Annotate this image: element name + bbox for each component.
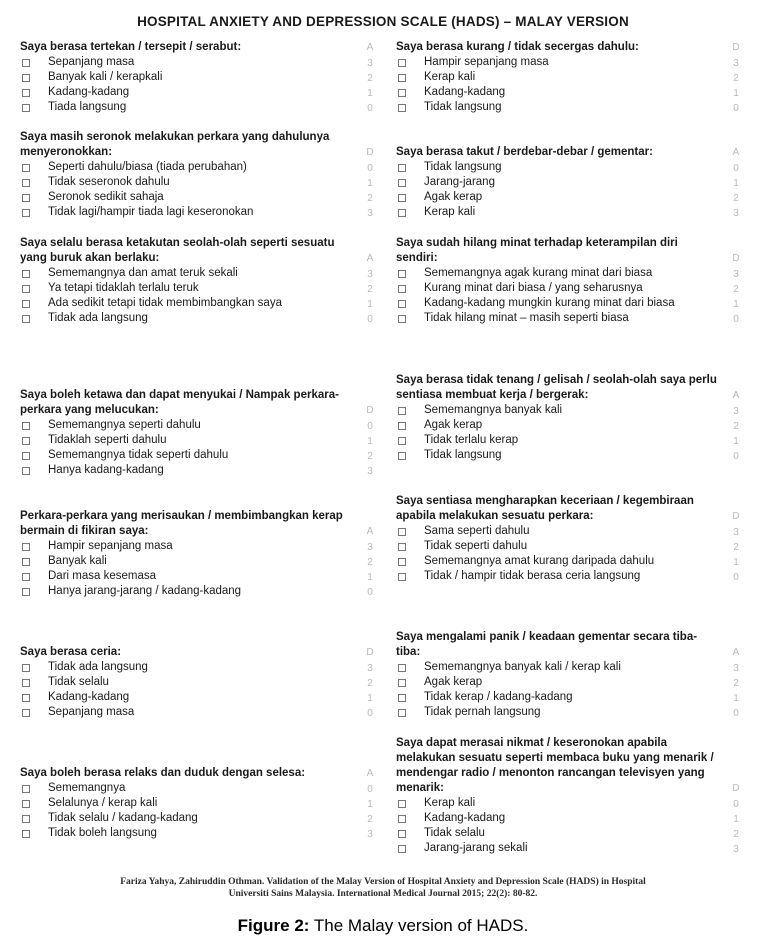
question-block <box>396 373 742 463</box>
checkbox-icon <box>22 785 30 793</box>
subscale-code: D <box>366 647 374 658</box>
checkbox-icon <box>22 164 30 172</box>
answer-option[interactable]: Hanya jarang-jarang / kadang-kadang 0 <box>20 584 376 599</box>
answer-option[interactable]: Kadang-kadang 1 <box>396 85 742 100</box>
answer-option[interactable]: Tidak langsung 0 <box>396 448 742 463</box>
subscale-code: A <box>732 647 740 658</box>
checkbox-icon <box>22 679 30 687</box>
question-text: Saya berasa tidak tenang / gelisah / seolah-olah saya perlu sentiasa membuat kerja / bergerak: A <box>396 373 742 403</box>
question-text: Saya boleh ketawa dan dapat menyukai / Nampak perkara-perkara yang melucukan: D <box>20 388 376 418</box>
subscale-code: D <box>732 42 740 53</box>
answer-option[interactable]: Sememangnya dan amat teruk sekali 3 <box>20 266 376 281</box>
answer-option[interactable]: Tidak boleh langsung 3 <box>20 826 376 841</box>
answer-option[interactable]: Kadang-kadang 1 <box>396 811 742 826</box>
answer-option[interactable]: Kerap kali 2 <box>396 70 742 85</box>
checkbox-icon <box>22 209 30 217</box>
checkbox-icon <box>22 300 30 308</box>
answer-option[interactable]: Banyak kali 2 <box>20 554 376 569</box>
checkbox-icon <box>398 315 406 323</box>
checkbox-icon <box>398 59 406 67</box>
subscale-code: D <box>732 253 740 264</box>
checkbox-icon <box>398 845 406 853</box>
answer-option[interactable]: Tidak selalu 2 <box>20 675 376 690</box>
answer-option[interactable]: Tidak ada langsung 3 <box>20 660 376 675</box>
answer-option[interactable]: Tidaklah seperti dahulu 1 <box>20 433 376 448</box>
answer-option[interactable]: Tidak kerap / kadang-kadang 1 <box>396 690 742 705</box>
checkbox-icon <box>398 694 406 702</box>
answer-option[interactable]: Kadang-kadang mungkin kurang minat dari biasa 1 <box>396 296 742 311</box>
answer-option[interactable]: Seronok sedikit sahaja 2 <box>20 190 376 205</box>
answer-option[interactable]: Tidak selalu 2 <box>396 826 742 841</box>
answer-option[interactable]: Tidak / hampir tidak berasa ceria langsung 0 <box>396 569 742 584</box>
question-text: Saya sudah hilang minat terhadap keterampilan diri sendiri: D <box>396 236 742 266</box>
subscale-code: A <box>366 768 374 779</box>
subscale-code: D <box>732 783 740 794</box>
answer-option[interactable]: Sememangnya agak kurang minat dari biasa 3 <box>396 266 742 281</box>
question-block <box>20 645 376 720</box>
subscale-code: D <box>732 511 740 522</box>
subscale-code: A <box>366 42 374 53</box>
answer-option[interactable]: Sememangnya banyak kali / kerap kali 3 <box>396 660 742 675</box>
answer-option[interactable]: Sepanjang masa 3 <box>20 55 376 70</box>
question-block <box>20 236 376 326</box>
question-text: Saya selalu berasa ketakutan seolah-olah seperti sesuatu yang buruk akan berlaku: A <box>20 236 376 266</box>
checkbox-icon <box>398 830 406 838</box>
checkbox-icon <box>22 588 30 596</box>
answer-option[interactable]: Tidak lagi/hampir tiada lagi keseronokan 3 <box>20 205 376 220</box>
answer-option[interactable]: Tidak ada langsung 0 <box>20 311 376 326</box>
checkbox-icon <box>398 437 406 445</box>
checkbox-icon <box>22 664 30 672</box>
checkbox-icon <box>22 270 30 278</box>
citation-reference <box>30 876 736 900</box>
checkbox-icon <box>22 179 30 187</box>
answer-option[interactable]: Kerap kali 3 <box>396 205 742 220</box>
question-block <box>396 236 742 326</box>
checkbox-icon <box>398 679 406 687</box>
answer-option[interactable]: Seperti dahulu/biasa (tiada perubahan) 0 <box>20 160 376 175</box>
subscale-code: A <box>366 526 374 537</box>
answer-option[interactable]: Tidak langsung 0 <box>396 160 742 175</box>
checkbox-icon <box>398 164 406 172</box>
answer-option[interactable]: Sememangnya banyak kali 3 <box>396 403 742 418</box>
answer-option[interactable]: Tidak pernah langsung 0 <box>396 705 742 720</box>
answer-option[interactable]: Jarang-jarang 1 <box>396 175 742 190</box>
checkbox-icon <box>398 407 406 415</box>
checkbox-icon <box>398 800 406 808</box>
answer-option[interactable]: Sememangnya 0 <box>20 781 376 796</box>
answer-option[interactable]: Agak kerap 2 <box>396 675 742 690</box>
caption-label: Figure 2: <box>237 916 310 935</box>
checkbox-icon <box>22 558 30 566</box>
checkbox-icon <box>22 467 30 475</box>
question-block <box>20 766 376 841</box>
checkbox-icon <box>398 558 406 566</box>
question-block <box>20 130 376 220</box>
checkbox-icon <box>22 437 30 445</box>
question-block <box>396 736 742 856</box>
checkbox-icon <box>22 59 30 67</box>
figure-caption <box>0 916 766 936</box>
subscale-code: A <box>732 390 740 401</box>
answer-option[interactable]: Sama seperti dahulu 3 <box>396 524 742 539</box>
answer-option[interactable]: Sememangnya seperti dahulu 0 <box>20 418 376 433</box>
question-block <box>396 40 742 115</box>
answer-option[interactable]: Tidak seseronok dahulu 1 <box>20 175 376 190</box>
question-text: Perkara-perkara yang merisaukan / membimbangkan kerap bermain di fikiran saya: A <box>20 509 376 539</box>
answer-option[interactable]: Ya tetapi tidaklah terlalu teruk 2 <box>20 281 376 296</box>
checkbox-icon <box>22 800 30 808</box>
question-block <box>20 509 376 599</box>
subscale-code: D <box>366 405 374 416</box>
checkbox-icon <box>398 285 406 293</box>
question-block <box>20 40 376 115</box>
subscale-code: A <box>366 253 374 264</box>
answer-option[interactable]: Ada sedikit tetapi tidak membimbangkan saya 1 <box>20 296 376 311</box>
answer-option[interactable]: Tidak terlalu kerap 1 <box>396 433 742 448</box>
question-text: Saya mengalami panik / keadaan gementar secara tiba-tiba: A <box>396 630 742 660</box>
checkbox-icon <box>398 528 406 536</box>
answer-option[interactable]: Tidak selalu / kadang-kadang 2 <box>20 811 376 826</box>
citation-line: Universiti Sains Malaysia. International Medical Journal 2015; 22(2): 80-82. <box>228 889 538 899</box>
subscale-code: D <box>366 147 374 158</box>
checkbox-icon <box>398 815 406 823</box>
question-text: Saya berasa kurang / tidak secergas dahulu: D <box>396 40 742 55</box>
checkbox-icon <box>22 104 30 112</box>
answer-option[interactable]: Tiada langsung 0 <box>20 100 376 115</box>
answer-option[interactable]: Selalunya / kerap kali 1 <box>20 796 376 811</box>
checkbox-icon <box>398 709 406 717</box>
checkbox-icon <box>398 422 406 430</box>
checkbox-icon <box>22 285 30 293</box>
question-text: Saya dapat merasai nikmat / keseronokan apabila melakukan sesuatu seperti membaca buku yang menarik / mendengar radio / menonton rancangan televisyen yang menarik: D <box>396 736 742 796</box>
subscale-code: A <box>732 147 740 158</box>
checkbox-icon <box>398 664 406 672</box>
answer-option[interactable]: Tidak langsung 0 <box>396 100 742 115</box>
answer-option[interactable]: Tidak hilang minat – masih seperti biasa 0 <box>396 311 742 326</box>
checkbox-icon <box>398 573 406 581</box>
answer-option[interactable]: Banyak kali / kerapkali 2 <box>20 70 376 85</box>
question-text: Saya berasa ceria: D <box>20 645 376 660</box>
checkbox-icon <box>22 573 30 581</box>
answer-option[interactable]: Sememangnya tidak seperti dahulu 2 <box>20 448 376 463</box>
checkbox-icon <box>398 104 406 112</box>
answer-option[interactable]: Sememangnya amat kurang daripada dahulu 1 <box>396 554 742 569</box>
checkbox-icon <box>398 74 406 82</box>
answer-option[interactable]: Dari masa kesemasa 1 <box>20 569 376 584</box>
checkbox-icon <box>398 194 406 202</box>
question-text: Saya berasa tertekan / tersepit / serabut: A <box>20 40 376 55</box>
document-title: HOSPITAL ANXIETY AND DEPRESSION SCALE (HADS) – MALAY VERSION <box>137 14 629 29</box>
checkbox-icon <box>22 709 30 717</box>
answer-option[interactable]: Sepanjang masa 0 <box>20 705 376 720</box>
question-text: Saya boleh berasa relaks dan duduk dengan selesa: A <box>20 766 376 781</box>
checkbox-icon <box>398 300 406 308</box>
question-block <box>396 630 742 720</box>
answer-option[interactable]: Tidak seperti dahulu 2 <box>396 539 742 554</box>
question-text: Saya masih seronok melakukan perkara yang dahulunya menyeronokkan: D <box>20 130 376 160</box>
citation-line: Fariza Yahya, Zahiruddin Othman. Validation of the Malay Version of Hospital Anxiety and Depression Scale (HADS) in Hospital <box>120 877 646 887</box>
answer-option[interactable]: Hanya kadang-kadang 3 <box>20 463 376 478</box>
answer-option[interactable]: Agak kerap 2 <box>396 418 742 433</box>
answer-option[interactable]: Hampir sepanjang masa 3 <box>20 539 376 554</box>
checkbox-icon <box>398 452 406 460</box>
question-block <box>396 145 742 220</box>
checkbox-icon <box>22 452 30 460</box>
answer-option[interactable]: Jarang-jarang sekali 3 <box>396 841 742 856</box>
checkbox-icon <box>398 270 406 278</box>
checkbox-icon <box>398 179 406 187</box>
checkbox-icon <box>22 315 30 323</box>
answer-option[interactable]: Agak kerap 2 <box>396 190 742 205</box>
checkbox-icon <box>22 194 30 202</box>
caption-text: The Malay version of HADS. <box>309 916 529 935</box>
answer-option[interactable]: Kerap kali 0 <box>396 796 742 811</box>
answer-option[interactable]: Kadang-kadang 1 <box>20 85 376 100</box>
checkbox-icon <box>398 89 406 97</box>
checkbox-icon <box>398 209 406 217</box>
answer-option[interactable]: Kadang-kadang 1 <box>20 690 376 705</box>
checkbox-icon <box>22 422 30 430</box>
checkbox-icon <box>22 74 30 82</box>
checkbox-icon <box>22 543 30 551</box>
question-text: Saya berasa takut / berdebar-debar / gementar: A <box>396 145 742 160</box>
checkbox-icon <box>22 815 30 823</box>
checkbox-icon <box>22 89 30 97</box>
checkbox-icon <box>398 543 406 551</box>
question-block <box>396 494 742 584</box>
answer-option[interactable]: Hampir sepanjang masa 3 <box>396 55 742 70</box>
answer-option[interactable]: Kurang minat dari biasa / yang seharusnya 2 <box>396 281 742 296</box>
question-block <box>20 388 376 478</box>
checkbox-icon <box>22 830 30 838</box>
question-text: Saya sentiasa mengharapkan keceriaan / kegembiraan apabila melakukan sesuatu perkara: D <box>396 494 742 524</box>
checkbox-icon <box>22 694 30 702</box>
